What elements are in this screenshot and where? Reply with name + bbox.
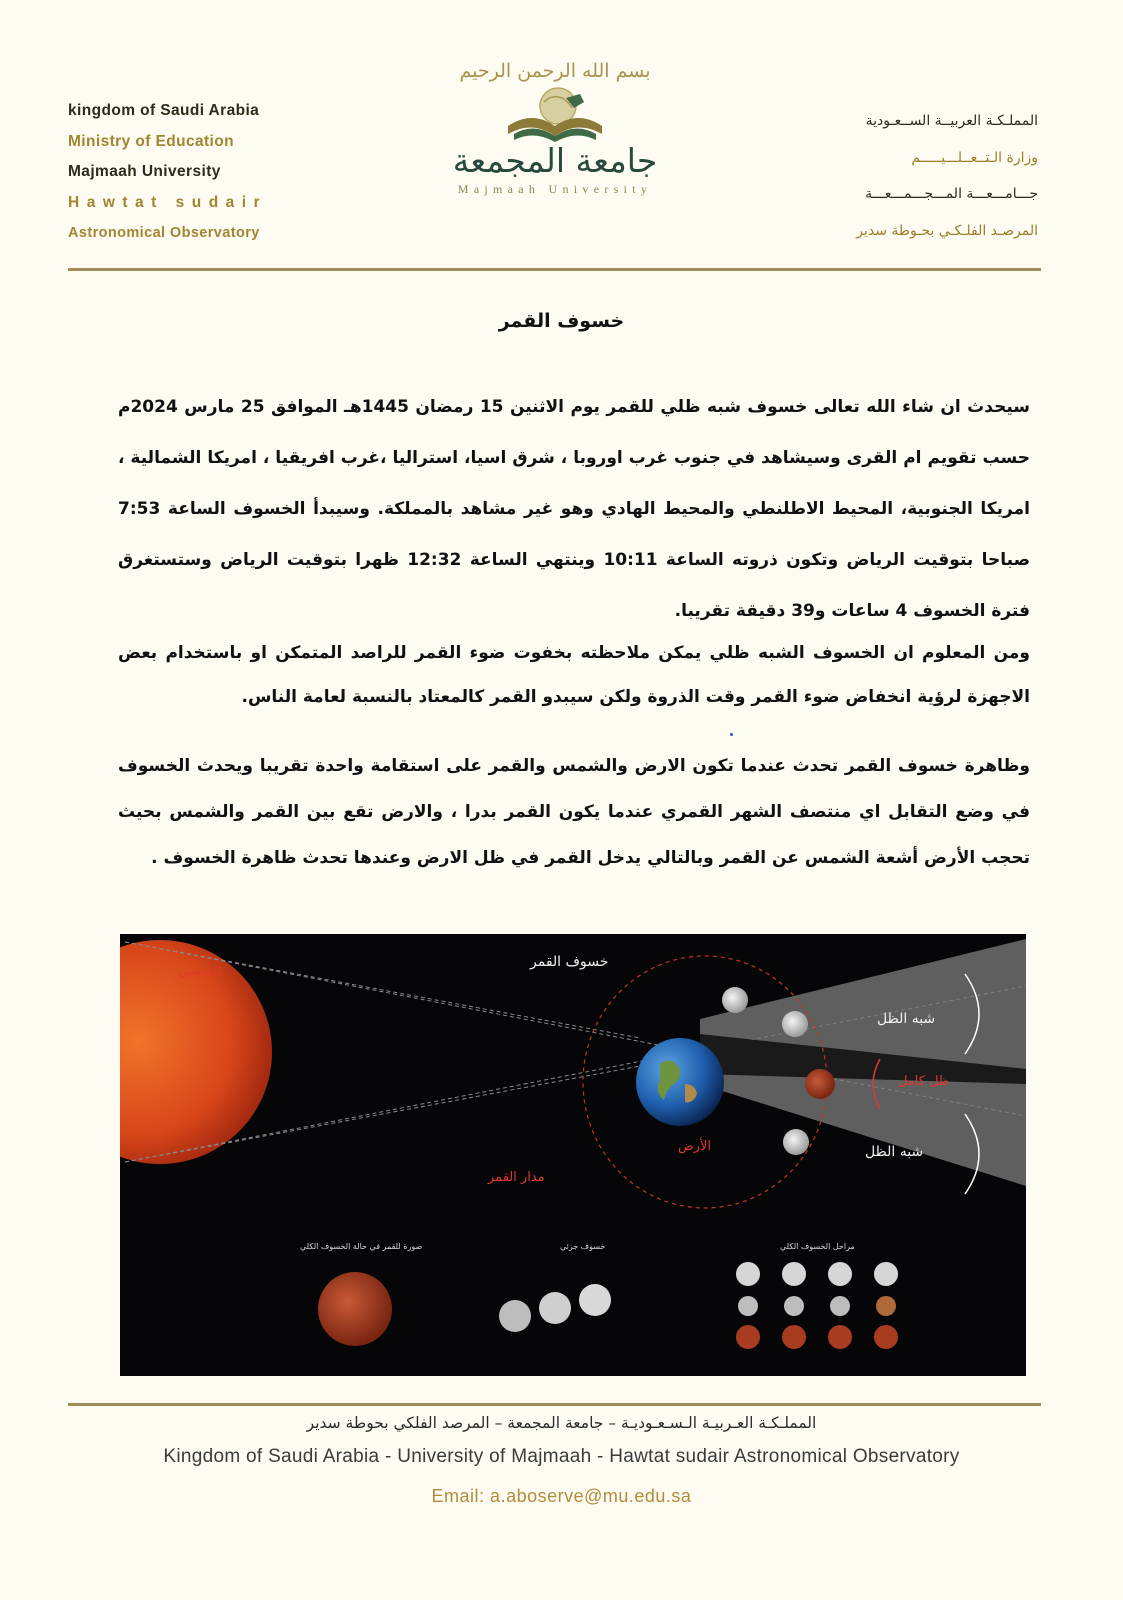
footer-email[interactable]: Email: a.aboserve@mu.edu.sa <box>431 1486 692 1506</box>
header-left-english <box>68 96 298 249</box>
caption-total-eclipse: صورة للقمر في حالة الخسوف الكلي <box>300 1242 423 1251</box>
footer-english: Kingdom of Saudi Arabia - University of Majmaah - Hawtat sudair Astronomical Observatory <box>163 1446 960 1467</box>
orbit-label: مدار القمر <box>488 1170 545 1185</box>
moon-icon-lower <box>783 1129 809 1155</box>
header-hawtat: Hawtat sudair <box>68 193 268 211</box>
ink-dot <box>730 733 733 736</box>
footer-divider <box>68 1403 1041 1406</box>
header-divider <box>68 268 1041 271</box>
figure-title: خسوف القمر <box>530 954 609 970</box>
university-name-english: Majmaah University <box>457 182 653 196</box>
paragraph-announcement: سيحدث ان شاء الله تعالى خسوف شبه ظلي للقمر يوم الاثنين 15 رمضان 1445هـ الموافق 25 مارس 2024م حسب تقويم ام القرى وسيشاهد في جنوب غرب اوروبا ، شرق اسيا، استراليا ،غرب افريقيا ، امريكا الشمالية ، امريكا الجنوبية، المحيط الاطلنطي والمحيط الهادي وهو غير مشاهد بالمملكة. وسيبدأ الخسوف الساعة 7:53 صباحا بتوقيت الرياض وتكون ذروته الساعة 10:11 وينتهي الساعة 12:32 ظهرا بتوقيت الرياض وستستغرق فترة الخسوف 4 ساعات و39 دقيقة تقريبا. <box>118 397 1030 621</box>
eclipse-diagram <box>120 934 1026 1376</box>
header-ministry-ar: وزارة الـتــعــلـــيـــــم <box>911 149 1038 166</box>
umbra-label: ظل كامل <box>898 1074 950 1089</box>
header-right-arabic <box>778 103 1038 249</box>
total-eclipse-stages <box>736 1262 898 1349</box>
basmala-calligraphy: بسم الله الرحمن الرحيم <box>459 60 651 82</box>
blood-moon-photo <box>318 1272 392 1346</box>
university-logo <box>425 52 685 242</box>
penumbra-label-bottom: شبه الظل <box>865 1144 924 1160</box>
caption-total-stages: مراحل الخسوف الكلي <box>780 1242 855 1251</box>
partial-eclipse-photos <box>499 1284 611 1332</box>
moon-icon-upper <box>782 1011 808 1037</box>
document-title: خسوف القمر <box>498 310 625 332</box>
moon-icon-eclipsed <box>805 1069 835 1099</box>
header-university-ar: جـــامـــعـــة المـــجـــمـــعـــة <box>865 186 1038 202</box>
header-university: Majmaah University <box>68 163 221 180</box>
caption-partial-eclipse: خسوف جزئي <box>560 1242 606 1251</box>
paragraph-explanation: وظاهرة خسوف القمر تحدث عندما تكون الارض والشمس والقمر على استقامة واحدة تقريبا ويحدث الخسوف في وضع التقابل اي منتصف الشهر القمري عندما يكون القمر بدرا ، والارض تقع بين القمر والشمس بحيث تحجب الأرض أشعة الشمس عن القمر وبالتالي يدخل القمر في ظل الارض وعندها تحدث ظاهرة الخسوف . <box>118 756 1030 868</box>
header-observatory: Astronomical Observatory <box>68 225 260 241</box>
penumbra-label-top: شبه الظل <box>877 1011 936 1027</box>
header-ministry: Ministry of Education <box>68 132 234 150</box>
header-kingdom: kingdom of Saudi Arabia <box>68 102 260 119</box>
book-globe-emblem-icon <box>500 84 610 146</box>
footer-arabic: المملـكـة العـربيـة الـسـعـوديـة – جامعة المجمعة – المرصد الفلكي بحوطة سدير <box>306 1414 817 1432</box>
earth-icon <box>636 1038 724 1126</box>
paragraph-visibility: ومن المعلوم ان الخسوف الشبه ظلي يمكن ملاحظته بخفوت ضوء القمر للراصد المتمكن او باستخدام بعض الاجهزة لرؤية انخفاض ضوء القمر وقت الذروة ولكن سيبدو القمر كالمعتاد بالنسبة لعامة الناس. <box>118 643 1030 707</box>
header-observatory-ar: المرصـد الفلـكـي بحـوطة سدير <box>856 222 1038 239</box>
earth-label: الأرض <box>678 1139 712 1154</box>
university-name-arabic: جامعة المجمعة <box>452 141 658 180</box>
moon-icon-top <box>722 987 748 1013</box>
header-kingdom-ar: المملـكـة العربيــة الســعـودية <box>865 113 1038 129</box>
sun-label: الشمس <box>178 964 222 979</box>
